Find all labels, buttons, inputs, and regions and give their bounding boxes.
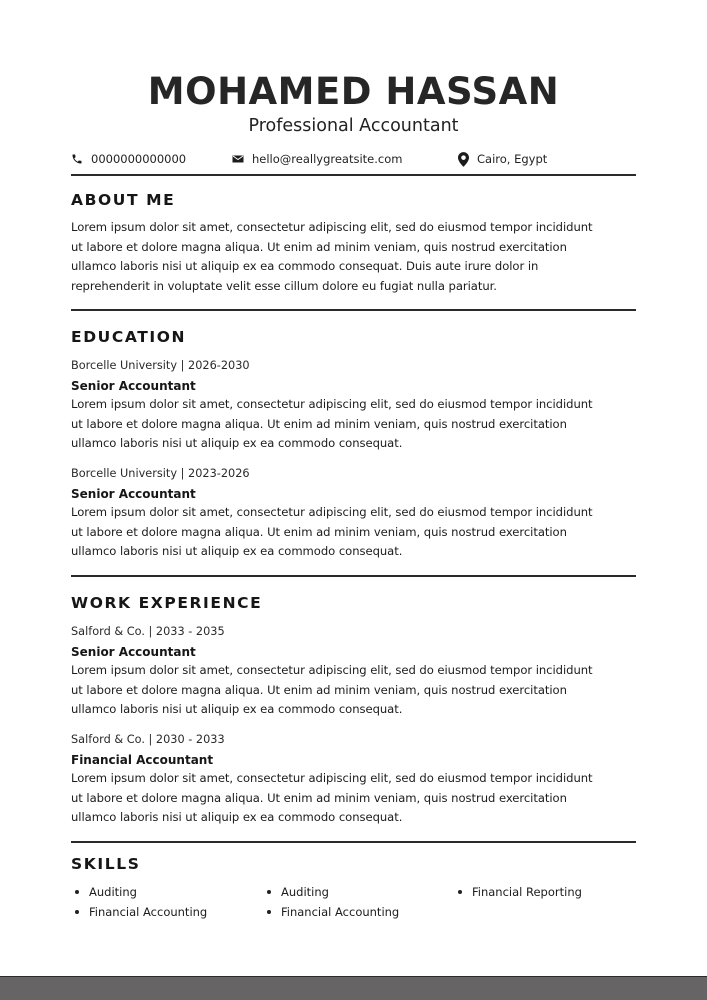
education-meta: Borcelle University | 2026-2030 xyxy=(71,359,250,372)
contact-location xyxy=(456,150,547,168)
skill-item xyxy=(267,904,399,920)
contact-email xyxy=(231,150,402,168)
text-line: ullamco laboris nisi ut aliquip ex ea commodo consequat. xyxy=(71,702,403,717)
experience-description xyxy=(71,769,641,828)
text-line: Lorem ipsum dolor sit amet, consectetur adipiscing elit, sed do eiusmod tempor incididunt xyxy=(71,397,593,411)
email-address: hello@reallygreatsite.com xyxy=(252,152,403,166)
skill-label: Financial Accounting xyxy=(281,905,400,919)
education-meta: Borcelle University | 2023-2026 xyxy=(71,467,250,480)
text-line: ullamco laboris nisi ut aliquip ex ea commodo consequat. xyxy=(71,810,403,825)
phone-icon xyxy=(70,152,84,166)
text-line: ut labore et dolore magna aliqua. Ut enim ad minim veniam, quis nostrud exercitation xyxy=(71,790,567,805)
experience-meta: Salford & Co. | 2033 - 2035 xyxy=(71,625,225,638)
section-heading-experience: WORK EXPERIENCE xyxy=(71,594,263,612)
text-line: reprehenderit in voluptate velit esse cillum dolore eu fugiat nulla pariatur. xyxy=(71,278,497,293)
phone-number: 0000000000000 xyxy=(91,152,187,166)
experience-role: Senior Accountant xyxy=(71,645,196,659)
text-line: Lorem ipsum dolor sit amet, consectetur adipiscing elit, sed do eiusmod tempor incididunt xyxy=(71,771,593,785)
section-heading-education: EDUCATION xyxy=(71,328,187,346)
text-line: ut labore et dolore magna aliqua. Ut enim ad minim veniam, quis nostrud exercitation xyxy=(71,682,567,697)
bullet-icon xyxy=(267,910,271,914)
footer-bar xyxy=(0,976,707,1000)
text-line: ullamco laboris nisi ut aliquip ex ea commodo consequat. xyxy=(71,436,403,451)
bullet-icon xyxy=(267,890,271,894)
education-role: Senior Accountant xyxy=(71,487,196,501)
text-line: ut labore et dolore magna aliqua. Ut enim ad minim veniam, quis nostrud exercitation xyxy=(71,239,567,254)
bullet-icon xyxy=(75,910,79,914)
skill-label: Auditing xyxy=(281,885,329,899)
skill-label: Financial Accounting xyxy=(89,905,208,919)
text-line: Lorem ipsum dolor sit amet, consectetur adipiscing elit, sed do eiusmod tempor incididunt xyxy=(71,505,593,519)
text-line: ullamco laboris nisi ut aliquip ex ea commodo consequat. xyxy=(71,544,403,559)
skill-label: Auditing xyxy=(89,885,137,899)
skill-label: Financial Reporting xyxy=(472,885,582,899)
bullet-icon xyxy=(75,890,79,894)
education-description xyxy=(71,395,641,454)
bullet-icon xyxy=(458,890,462,894)
text-line: ut labore et dolore magna aliqua. Ut enim ad minim veniam, quis nostrud exercitation xyxy=(71,416,567,431)
location-text: Cairo, Egypt xyxy=(477,152,548,166)
skill-item xyxy=(75,904,207,920)
experience-description xyxy=(71,661,641,720)
divider xyxy=(71,575,636,577)
divider xyxy=(71,174,636,176)
divider xyxy=(71,309,636,311)
experience-role: Financial Accountant xyxy=(71,753,214,767)
contact-phone xyxy=(70,150,186,168)
divider xyxy=(71,841,636,843)
skill-item xyxy=(458,884,582,900)
mail-icon xyxy=(231,152,245,166)
section-heading-about: ABOUT ME xyxy=(71,191,176,209)
text-line: Lorem ipsum dolor sit amet, consectetur adipiscing elit, sed do eiusmod tempor incididunt xyxy=(71,220,593,234)
skill-item xyxy=(267,884,329,900)
skill-item xyxy=(75,884,137,900)
experience-meta: Salford & Co. | 2030 - 2033 xyxy=(71,733,225,746)
text-line: Lorem ipsum dolor sit amet, consectetur adipiscing elit, sed do eiusmod tempor incididunt xyxy=(71,663,593,677)
education-description xyxy=(71,503,641,562)
candidate-name: MOHAMED HASSAN xyxy=(147,70,560,113)
education-role: Senior Accountant xyxy=(71,379,196,393)
about-text xyxy=(71,218,641,296)
text-line: ullamco laboris nisi ut aliquip ex ea commodo consequat. Duis aute irure dolor in xyxy=(71,259,539,274)
candidate-title: Professional Accountant xyxy=(248,116,459,136)
text-line: ut labore et dolore magna aliqua. Ut enim ad minim veniam, quis nostrud exercitation xyxy=(71,524,567,539)
map-pin-icon xyxy=(456,152,470,166)
section-heading-skills: SKILLS xyxy=(71,855,141,873)
